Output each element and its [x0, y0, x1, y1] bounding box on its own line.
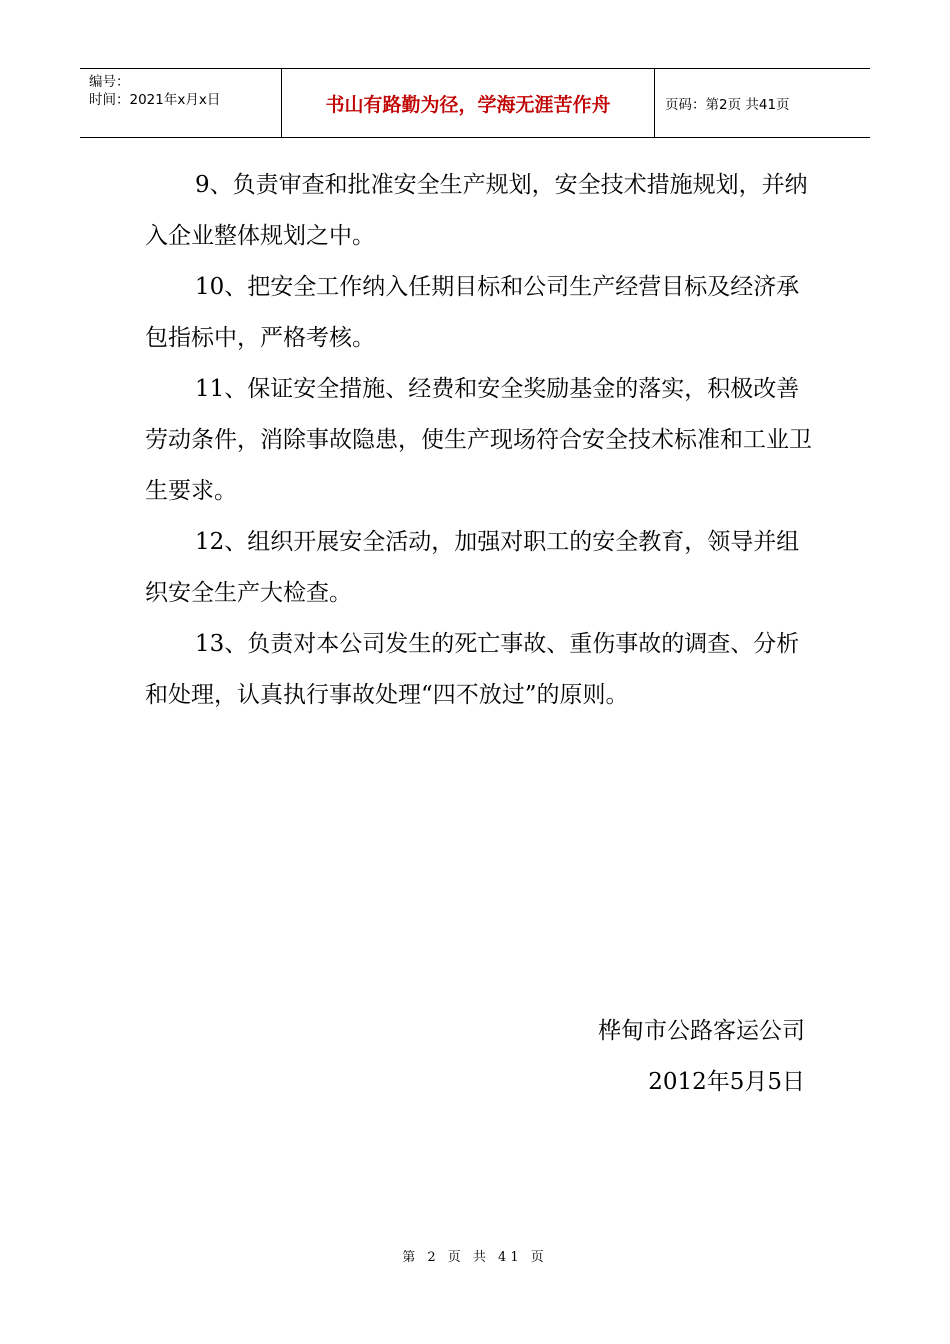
header-meta-cell — [80, 69, 282, 137]
paragraph-item-10: 10、把安全工作纳入任期目标和公司生产经营目标及经济承包指标中，严格考核。 — [145, 274, 800, 351]
document-number-label: 编号： — [89, 74, 130, 90]
paragraph-item-12: 12、组织开展安全活动，加强对职工的安全教育，领导并组织安全生产大检查。 — [145, 529, 800, 606]
paragraph-item-9: 9、负责审查和批准安全生产规划，安全技术措施规划，并纳入企业整体规划之中。 — [145, 172, 808, 249]
paragraph-item-13: 13、负责对本公司发生的死亡事故、重伤事故的调查、分析和处理，认真执行事故处理“四不放过”的原则。 — [145, 631, 800, 708]
signature-company: 桦甸市公路客运公司 — [598, 1018, 805, 1044]
document-header — [80, 68, 870, 138]
document-time-label: 时间：2021年x月x日 — [89, 92, 221, 108]
signature-date: 2012年5月5日 — [648, 1069, 805, 1095]
header-motto: 书山有路勤为径，学海无涯苦作舟 — [282, 69, 655, 137]
header-page-info: 页码：第2页 共41页 — [665, 97, 790, 113]
page-footer: 第 2 页 共 41 页 — [402, 1250, 548, 1265]
document-body — [145, 160, 813, 721]
paragraph-item-11: 11、保证安全措施、经费和安全奖励基金的落实，积极改善劳动条件，消除事故隐患，使生产现场符合安全技术标准和工业卫生要求。 — [145, 376, 812, 504]
